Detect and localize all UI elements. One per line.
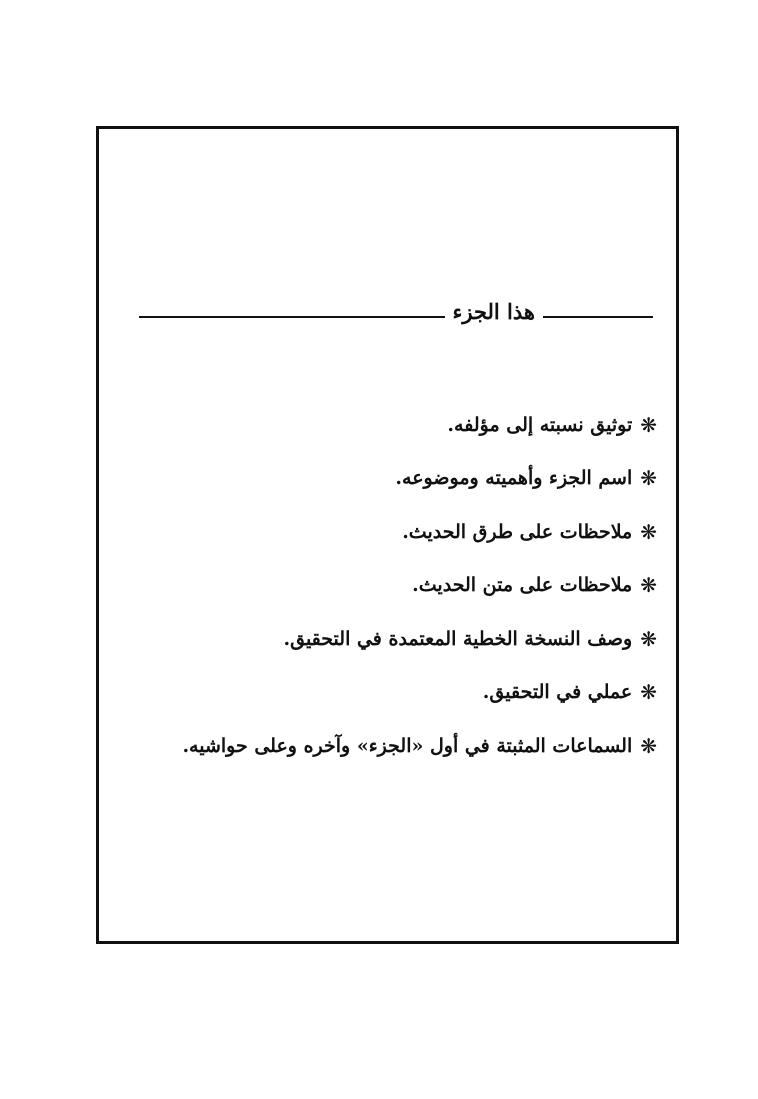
list-item-text: اسم الجزء وأهميته وموضوعه. (395, 467, 633, 490)
asterisk-icon: ❋ (640, 680, 657, 705)
list-item (217, 559, 657, 613)
asterisk-icon: ❋ (640, 573, 657, 598)
heading-rule-right (543, 316, 653, 318)
asterisk-icon: ❋ (640, 733, 657, 758)
list-item (217, 612, 657, 666)
asterisk-icon: ❋ (640, 466, 657, 491)
list-item-text: ملاحظات على طرق الحديث. (402, 520, 633, 543)
list-item (182, 719, 657, 773)
list-item (217, 505, 657, 559)
asterisk-icon: ❋ (640, 626, 657, 651)
asterisk-icon: ❋ (640, 519, 657, 544)
list-item (217, 666, 657, 720)
list-item (217, 398, 657, 452)
contents-list (182, 398, 657, 773)
list-item-text: توثيق نسبته إلى مؤلفه. (447, 413, 633, 436)
list-item-text: عملي في التحقيق. (482, 681, 633, 704)
section-heading (139, 296, 653, 326)
heading-rule-left (139, 316, 445, 318)
list-item (217, 452, 657, 506)
list-item-text: ملاحظات على متن الحديث. (412, 574, 633, 597)
asterisk-icon: ❋ (640, 412, 657, 437)
heading-title: هذا الجزء (452, 298, 535, 324)
list-item-text: السماعات المثبتة في أول «الجزء» وآخره وعلى حواشيه. (182, 734, 633, 757)
list-item-text: وصف النسخة الخطية المعتمدة في التحقيق. (283, 627, 633, 650)
